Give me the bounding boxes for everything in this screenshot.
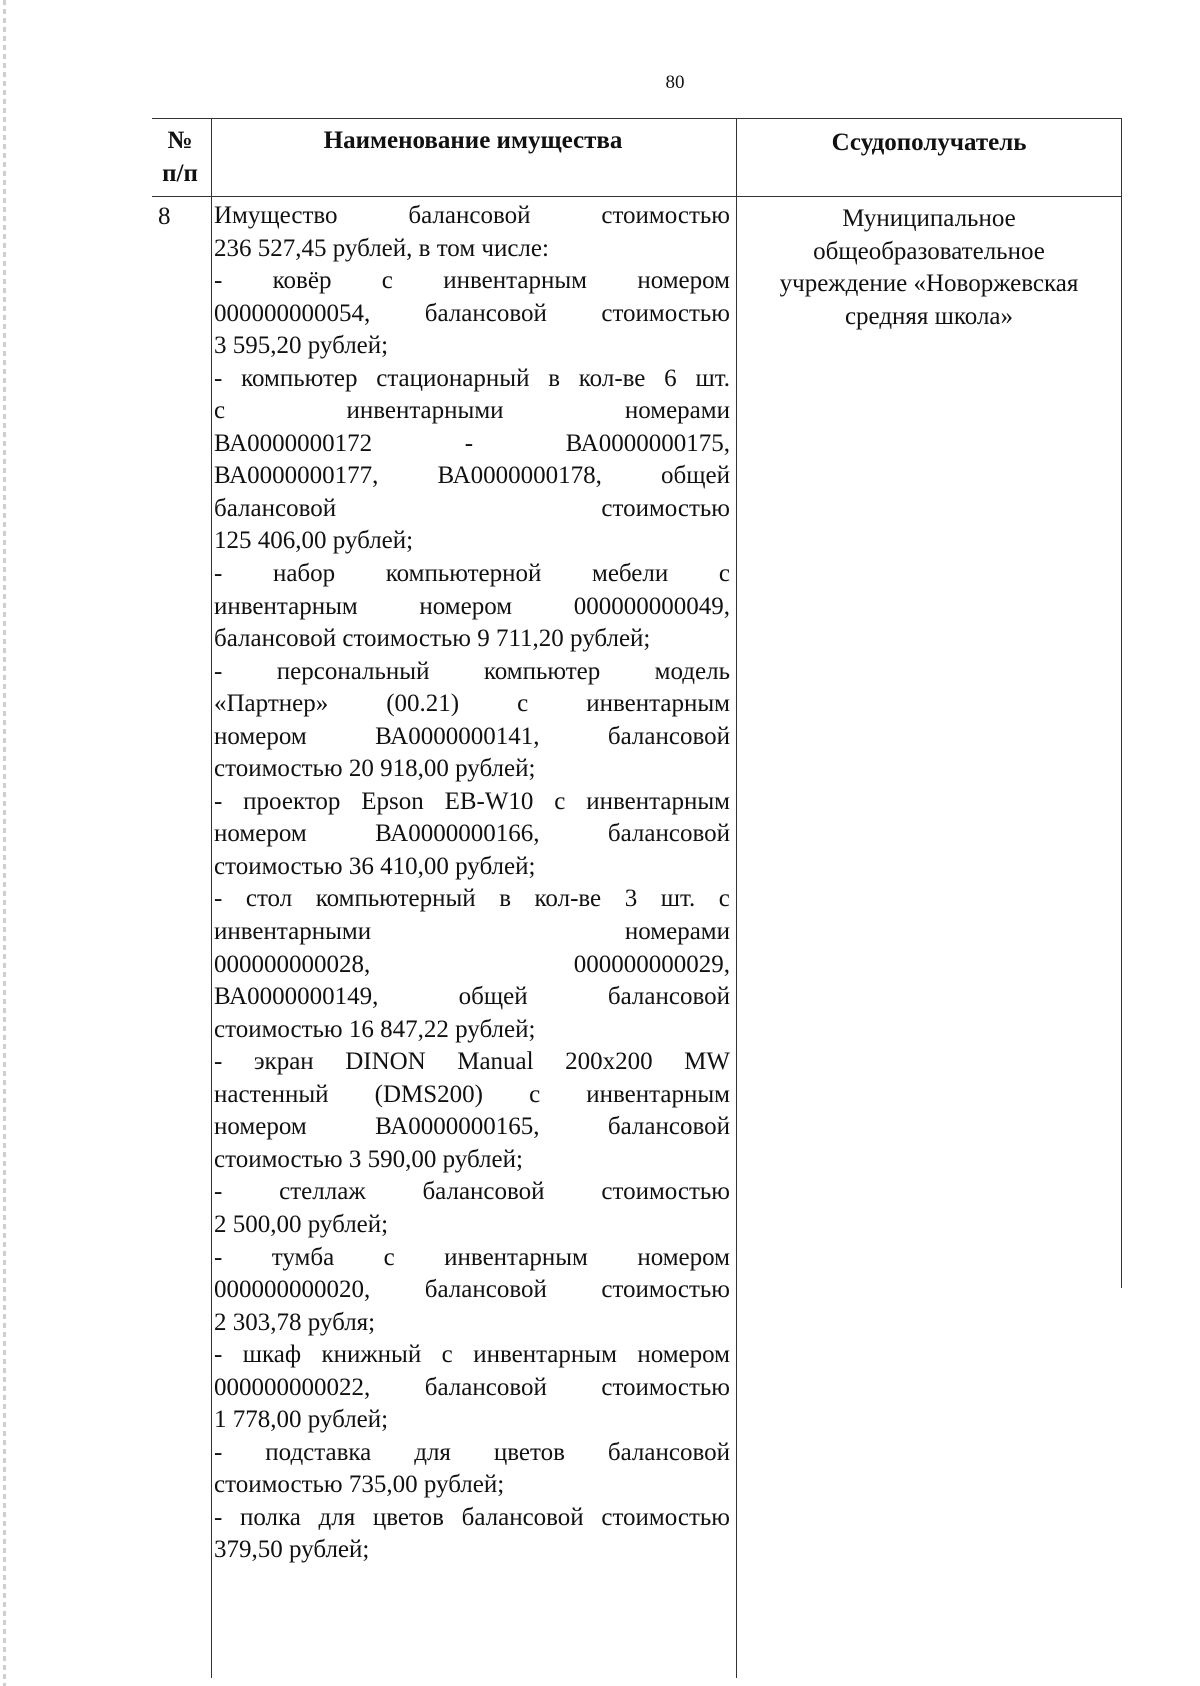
property-word: номером (214, 722, 307, 750)
property-word: - (214, 560, 223, 588)
table-top-border (152, 118, 1122, 119)
property-word: с (718, 885, 730, 913)
property-word: балансовой (422, 1178, 545, 1206)
property-word: балансовой (424, 299, 547, 327)
property-word: - (214, 364, 223, 392)
property-word: стоимостью (601, 494, 730, 522)
property-word: стеллаж (279, 1178, 366, 1206)
property-word: цветов (372, 1503, 444, 1531)
property-word: балансовой (214, 494, 337, 522)
property-line: 236 527,45 рублей, в том числе: (214, 234, 549, 262)
property-word: 000000000054, (214, 299, 371, 327)
property-word: ВА0000000141, (375, 722, 540, 750)
property-word: балансовой (607, 1438, 730, 1466)
property-word: в (548, 364, 561, 392)
property-line (214, 656, 730, 689)
property-line (214, 1437, 730, 1470)
property-word: с (554, 787, 566, 815)
property-line (214, 298, 730, 331)
property-word: общей (661, 462, 730, 490)
property-line: 379,50 рублей; (214, 1536, 370, 1564)
property-word: инвентарным (214, 592, 358, 620)
property-word: - (214, 657, 223, 685)
property-word: - (214, 1178, 223, 1206)
property-line (214, 493, 730, 526)
property-word: - (214, 267, 223, 295)
property-word: 3 (624, 885, 638, 913)
property-word: инвентарными (346, 397, 504, 425)
property-word: тумба (271, 1243, 335, 1271)
property-word: кол-ве (534, 885, 602, 913)
property-description (214, 200, 730, 1567)
property-line (214, 395, 730, 428)
property-word: с (529, 1080, 541, 1108)
header-bottom-border (152, 196, 1122, 197)
property-word: с (383, 1243, 395, 1271)
property-line (214, 1111, 730, 1144)
property-word: компьютер (241, 364, 358, 392)
property-word: стол (245, 885, 293, 913)
property-line: стоимостью 3 590,00 рублей; (214, 1145, 523, 1173)
property-line (214, 916, 730, 949)
property-line: стоимостью 16 847,22 рублей; (214, 1015, 536, 1043)
property-word: инвентарным (443, 267, 587, 295)
property-line (214, 1242, 730, 1275)
property-word: проектор (243, 787, 341, 815)
property-word: - (214, 885, 223, 913)
property-line (214, 1176, 730, 1209)
recipient-line: общеобразовательное (813, 237, 1045, 265)
column-divider-2 (736, 118, 737, 1678)
property-word: для (414, 1438, 451, 1466)
property-line (214, 1339, 730, 1372)
property-line (214, 1046, 730, 1079)
property-word: в (499, 885, 512, 913)
property-word: с (718, 560, 730, 588)
property-word: стоимостью (601, 1276, 730, 1304)
property-line (214, 460, 730, 493)
property-word: инвентарным (586, 1080, 730, 1108)
property-word: стоимостью (601, 202, 730, 229)
property-word: номерами (624, 918, 730, 946)
property-word: ковёр (272, 267, 332, 295)
property-word: номером (214, 1113, 307, 1141)
property-word: цветов (493, 1438, 565, 1466)
property-word: MW (684, 1048, 730, 1076)
property-word: номером (419, 592, 513, 620)
property-line: 3 595,20 рублей; (214, 332, 389, 360)
property-line (214, 200, 730, 233)
property-word: балансовой (424, 1276, 547, 1304)
property-word: для (318, 1503, 356, 1531)
table-right-border (1121, 118, 1122, 1288)
property-word: 000000000022, (214, 1373, 371, 1401)
property-line (214, 949, 730, 982)
property-word: ВА0000000166, (375, 820, 540, 848)
property-word: экран (253, 1048, 314, 1076)
property-word: - (214, 1341, 223, 1369)
property-word: шт. (695, 364, 730, 392)
property-word: - (214, 1243, 223, 1271)
property-word: балансовой (408, 202, 531, 229)
property-word: - (214, 787, 223, 815)
property-word: с (517, 690, 529, 718)
property-word: модель (654, 657, 730, 685)
page-number: 80 (665, 72, 685, 93)
property-word: (DMS200) (374, 1080, 483, 1108)
property-line (214, 591, 730, 624)
property-word: - (464, 429, 474, 457)
recipient-name (738, 203, 1120, 333)
header-property-name: Наименование имущества (323, 127, 623, 154)
property-word: ВА0000000149, (214, 983, 379, 1011)
property-word: ВА0000000178, (437, 462, 602, 490)
property-word: компьютерный (315, 885, 476, 913)
property-word: номером (637, 267, 730, 295)
property-line (214, 428, 730, 461)
property-line (214, 688, 730, 721)
property-word: - (214, 1503, 223, 1531)
property-word: номерами (624, 397, 730, 425)
property-word: инвентарным (444, 1243, 588, 1271)
recipient-line: Муниципальное (842, 205, 1016, 232)
property-word: настенный (214, 1080, 329, 1108)
property-line: 2 500,00 рублей; (214, 1210, 389, 1238)
property-word: ВА0000000175, (565, 429, 730, 457)
property-line (214, 818, 730, 851)
property-word: стоимостью (601, 1503, 730, 1531)
property-line (214, 1372, 730, 1405)
property-word: Manual (457, 1048, 534, 1076)
property-line: стоимостью 735,00 рублей; (214, 1471, 505, 1499)
property-line (214, 558, 730, 591)
property-word: инвентарным (586, 690, 730, 718)
property-line (214, 721, 730, 754)
property-word: ВА0000000165, (375, 1113, 540, 1141)
property-word: стоимостью (601, 299, 730, 327)
property-line (214, 1079, 730, 1112)
property-word: DINON (345, 1048, 426, 1076)
property-word: инвентарным (473, 1341, 617, 1369)
property-word: полка (239, 1503, 301, 1531)
property-word: набор (272, 560, 336, 588)
property-line: стоимостью 36 410,00 рублей; (214, 852, 536, 880)
property-word: 000000000028, (214, 950, 371, 978)
property-word: с (214, 397, 226, 425)
property-word: персональный (276, 657, 430, 685)
property-word: балансовой (607, 983, 730, 1011)
property-word: 000000000020, (214, 1276, 371, 1304)
property-word: шкаф (242, 1341, 302, 1369)
property-word: с (381, 267, 393, 295)
property-word: стационарный (376, 364, 530, 392)
property-word: 000000000049, (573, 592, 730, 620)
row-number: 8 (158, 203, 171, 230)
property-line (214, 981, 730, 1014)
property-line: 1 778,00 рублей; (214, 1406, 389, 1434)
property-word: номером (637, 1243, 730, 1271)
property-word: кол-ве (578, 364, 646, 392)
property-word: Имущество (214, 202, 338, 229)
property-word: балансовой (461, 1503, 584, 1531)
property-word: мебели (592, 560, 669, 588)
property-word: ВА0000000177, (214, 462, 379, 490)
property-word: - (214, 1048, 223, 1076)
property-word: компьютер (483, 657, 601, 685)
property-word: компьютерной (385, 560, 542, 588)
property-word: «Партнер» (214, 690, 329, 718)
header-recipient: Ссудополучатель (831, 129, 1027, 156)
property-word: балансовой (424, 1373, 547, 1401)
property-line: балансовой стоимостью 9 711,20 рублей; (214, 625, 651, 653)
property-word: книжный (321, 1341, 422, 1369)
property-word: инвентарным (586, 787, 730, 815)
property-word: 000000000029, (573, 950, 730, 978)
property-word: балансовой (607, 722, 730, 750)
recipient-line: средняя школа» (844, 302, 1014, 330)
property-word: инвентарными (214, 918, 372, 946)
property-line: 2 303,78 рубля; (214, 1308, 376, 1336)
property-line (214, 1502, 730, 1535)
recipient-line: учреждение «Новоржевская (779, 270, 1079, 297)
property-line (214, 363, 730, 396)
property-line: стоимостью 20 918,00 рублей; (214, 755, 536, 783)
property-word: (00.21) (386, 690, 460, 718)
property-word: шт. (660, 885, 696, 913)
property-line (214, 883, 730, 916)
property-word: 6 (664, 364, 677, 392)
property-word: Epson (361, 787, 424, 815)
property-word: балансовой (607, 1113, 730, 1141)
property-word: стоимостью (601, 1178, 730, 1206)
property-word: подставка (265, 1438, 372, 1466)
property-word: стоимостью (601, 1373, 730, 1401)
property-word: EB-W10 (444, 787, 534, 815)
scan-edge (3, 0, 6, 1686)
property-word: 200x200 (565, 1048, 653, 1076)
property-word: - (214, 1438, 223, 1466)
property-line: 125 406,00 рублей; (214, 527, 414, 555)
property-word: общей (458, 983, 528, 1011)
property-line (214, 1274, 730, 1307)
column-divider-1 (211, 118, 212, 1678)
property-line (214, 265, 730, 298)
property-word: ВА0000000172 (214, 429, 373, 457)
property-word: номером (214, 820, 307, 848)
property-line (214, 786, 730, 819)
property-word: номером (637, 1341, 730, 1369)
header-number: № п/п (162, 127, 198, 187)
property-word: с (441, 1341, 453, 1369)
property-word: балансовой (607, 820, 730, 848)
